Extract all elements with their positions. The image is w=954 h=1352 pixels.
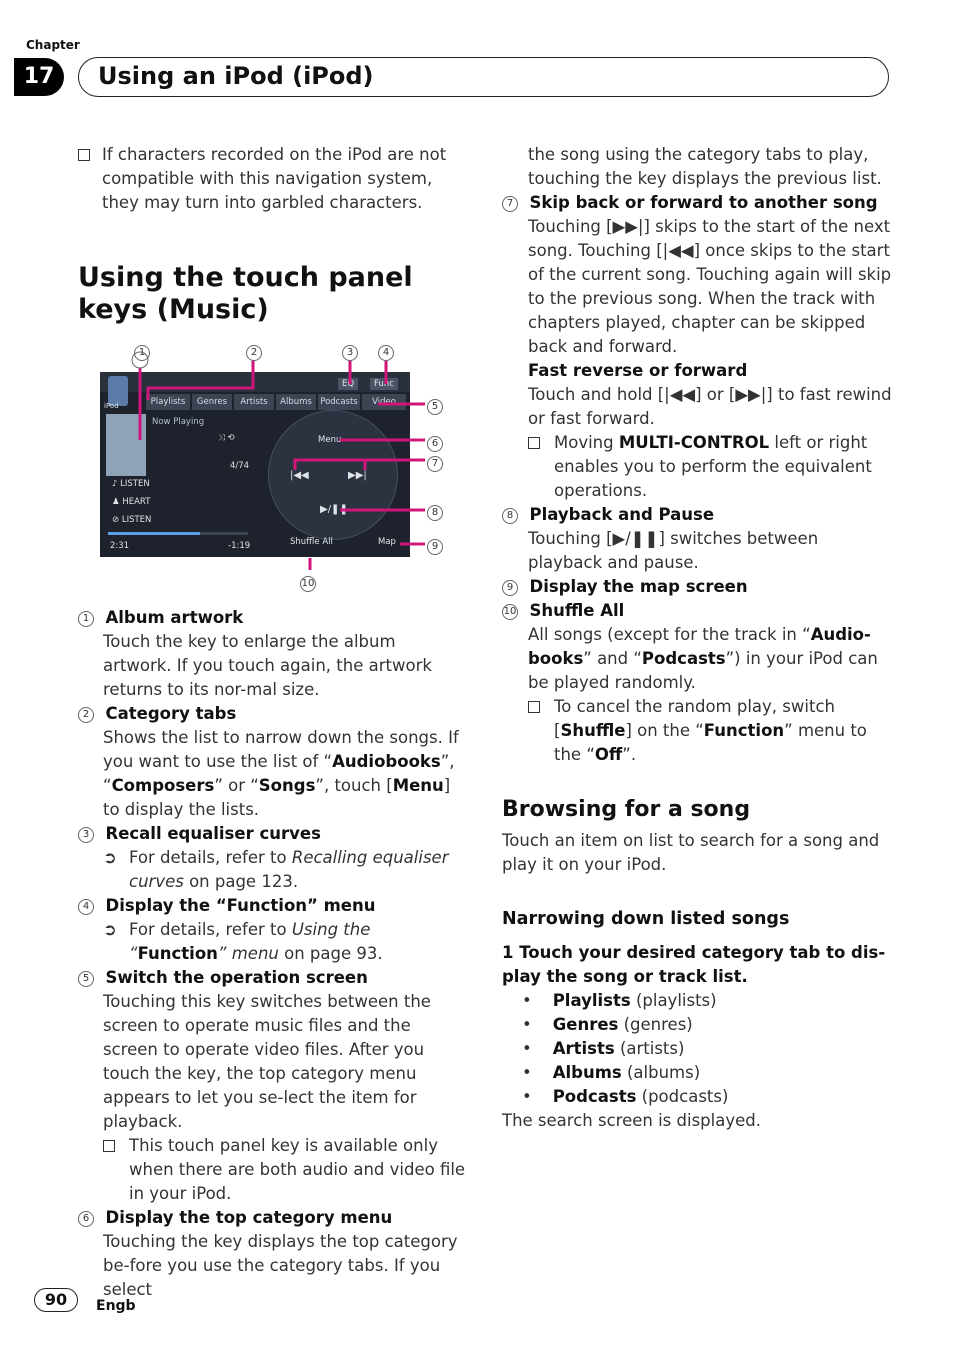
note-box-icon	[528, 437, 540, 449]
callout-3: 3	[342, 341, 358, 365]
note-box-icon	[528, 701, 540, 713]
map-button[interactable]: Map	[378, 537, 396, 547]
item-8-body: Touching [▶/❚❚] switches between playback and pause.	[528, 529, 819, 572]
arrow-icon: ➲	[103, 848, 117, 867]
intro-note	[78, 143, 458, 215]
tab-playlists[interactable]: Playlists	[146, 394, 190, 410]
bullet-albums: • Albums (albums)	[522, 1063, 701, 1082]
bullet-playlists: • Playlists (playlists)	[522, 991, 717, 1010]
callout-9: 9	[427, 535, 443, 559]
ipod-label: iPod	[104, 402, 119, 410]
remaining-time: -1:19	[228, 541, 251, 551]
play-pause-icon[interactable]: ▶/❚❚	[320, 504, 348, 515]
section-title: Using the touch panel keys (Music)	[78, 262, 413, 325]
item-4-title: 4 Display the “Function” menu	[78, 894, 466, 918]
now-playing-label: Now Playing	[152, 417, 205, 427]
tab-genres[interactable]: Genres	[192, 394, 232, 410]
left-item-list	[78, 606, 466, 1302]
callout-lines	[100, 340, 450, 590]
callout-6: 6	[427, 432, 443, 456]
callout-7: 7	[427, 452, 443, 476]
item-5-note: This touch panel key is available only when there are both audio and video file in your iPod.	[78, 1134, 466, 1206]
video-switch-button[interactable]: Video	[362, 394, 406, 410]
tab-albums[interactable]: Albums	[276, 394, 316, 410]
callout-4: 4	[378, 341, 394, 365]
bullet-artists: • Artists (artists)	[522, 1039, 685, 1058]
shuffle-all-button[interactable]: Shuffle All	[290, 537, 333, 547]
eq-button[interactable]: EQ	[338, 378, 358, 390]
elapsed-time: 2:31	[110, 541, 130, 551]
bullet-genres: • Genres (genres)	[522, 1015, 693, 1034]
item-1-body: Touch the key to enlarge the album artwork. If you touch again, the artwork returns to its nor-mal size.	[103, 632, 432, 699]
chapter-label: Chapter	[26, 38, 80, 52]
right-item-list	[502, 143, 892, 767]
item-4-ref: ➲ For details, refer to Using the “Function” menu on page 93.	[78, 918, 466, 966]
tab-artists[interactable]: Artists	[234, 394, 274, 410]
note-box-icon	[103, 1140, 115, 1152]
item-1-title: 1 Album artwork	[78, 606, 466, 630]
category-bullet-list	[502, 989, 892, 1133]
item-3-ref: ➲ For details, refer to Recalling equaliser curves on page 123.	[78, 846, 466, 894]
skip-back-icon[interactable]: |◀◀	[290, 470, 309, 481]
callout-10: 10	[300, 572, 316, 596]
skip-forward-icon[interactable]: ▶▶|	[348, 470, 367, 481]
item-7-sub-body: Touch and hold [|◀◀] or [▶▶|] to fast rewind or fast forward.	[528, 385, 892, 428]
tab-podcasts[interactable]: Podcasts	[318, 394, 360, 410]
browsing-title: Browsing for a song	[502, 797, 751, 822]
callout-2: 2	[246, 341, 262, 365]
language-code: Engb	[96, 1298, 136, 1314]
chapter-title: Using an iPod (iPod)	[98, 62, 374, 90]
item-3-title: 3 Recall equaliser curves	[78, 822, 466, 846]
callout-8: 8	[427, 501, 443, 525]
search-result-text: The search screen is displayed.	[502, 1111, 761, 1130]
item-6-body-cont: the song using the category tabs to play, touching the key displays the previous list.	[528, 145, 882, 188]
item-7-title: 7 Skip back or forward to another song	[502, 191, 892, 215]
callout-5: 5	[427, 395, 443, 419]
item-5-title: 5 Switch the operation screen	[78, 966, 466, 990]
arrow-icon: ➲	[103, 920, 117, 939]
browsing-body: Touch an item on list to search for a song and play it on your iPod.	[502, 831, 880, 874]
repeat-shuffle-icon: ⤨ ⟲	[218, 433, 235, 443]
item-10-title: 10 Shuffle All	[503, 601, 625, 620]
row-1: ♪ LISTEN	[112, 479, 150, 489]
item-6-title: 6 Display the top category menu	[78, 1206, 466, 1230]
item-2-title: 2 Category tabs	[78, 702, 466, 726]
item-5-body: Touching this key switches between the screen to operate music files and the screen to operate video files. After you touch the key, the top category menu appears to let you se-lect the item for playback.	[103, 992, 431, 1131]
item-7-note: Moving MULTI-CONTROL left or right enables you to perform the equivalent operations.	[502, 431, 892, 503]
bullet-podcasts: • Podcasts (podcasts)	[522, 1087, 729, 1106]
item-8-title: 8 Playback and Pause	[502, 503, 892, 527]
step-1: 1 Touch your desired category tab to dis-play the song or track list.	[502, 943, 886, 986]
track-count: 4/74	[230, 461, 250, 471]
chapter-number: 17	[14, 58, 64, 96]
intro-note-text: If characters recorded on the iPod are not compatible with this navigation system, they may turn into garbled characters.	[102, 145, 447, 212]
func-button[interactable]: Func	[370, 378, 398, 390]
menu-button[interactable]: Menu	[318, 435, 342, 445]
item-9-title: 9 Display the map screen	[502, 575, 892, 599]
narrowing-subtitle: Narrowing down listed songs	[502, 909, 790, 929]
item-2-body: Shows the list to narrow down the songs. If you want to use the list of “Audiobooks”, “Composers” or “Songs”, touch [Menu] to display the lists.	[103, 728, 459, 819]
page-number: 90	[34, 1288, 78, 1312]
row-3: ⊘ LISTEN	[112, 515, 152, 525]
item-10-note: To cancel the random play, switch [Shuffle] on the “Function” menu to the “Off”.	[502, 695, 892, 767]
item-7-body: Touching [▶▶|] skips to the start of the next song. Touching [|◀◀] once skips to the start of the current song. Touching again will skip to the previous song. When the track with chapters played, chapter can be skipped back and forward.	[528, 217, 892, 356]
item-7-sub-title: Fast reverse or forward	[528, 361, 748, 380]
row-2: ♟ HEART	[112, 497, 151, 507]
callout-1: 1	[134, 341, 150, 365]
item-6-body: Touching the key displays the top category be-fore you use the category tabs. If you select	[103, 1232, 458, 1299]
item-10-body: All songs (except for the track in “Audio-books” and “Podcasts”) in your iPod can be played randomly.	[528, 625, 878, 692]
note-box-icon	[78, 149, 90, 161]
